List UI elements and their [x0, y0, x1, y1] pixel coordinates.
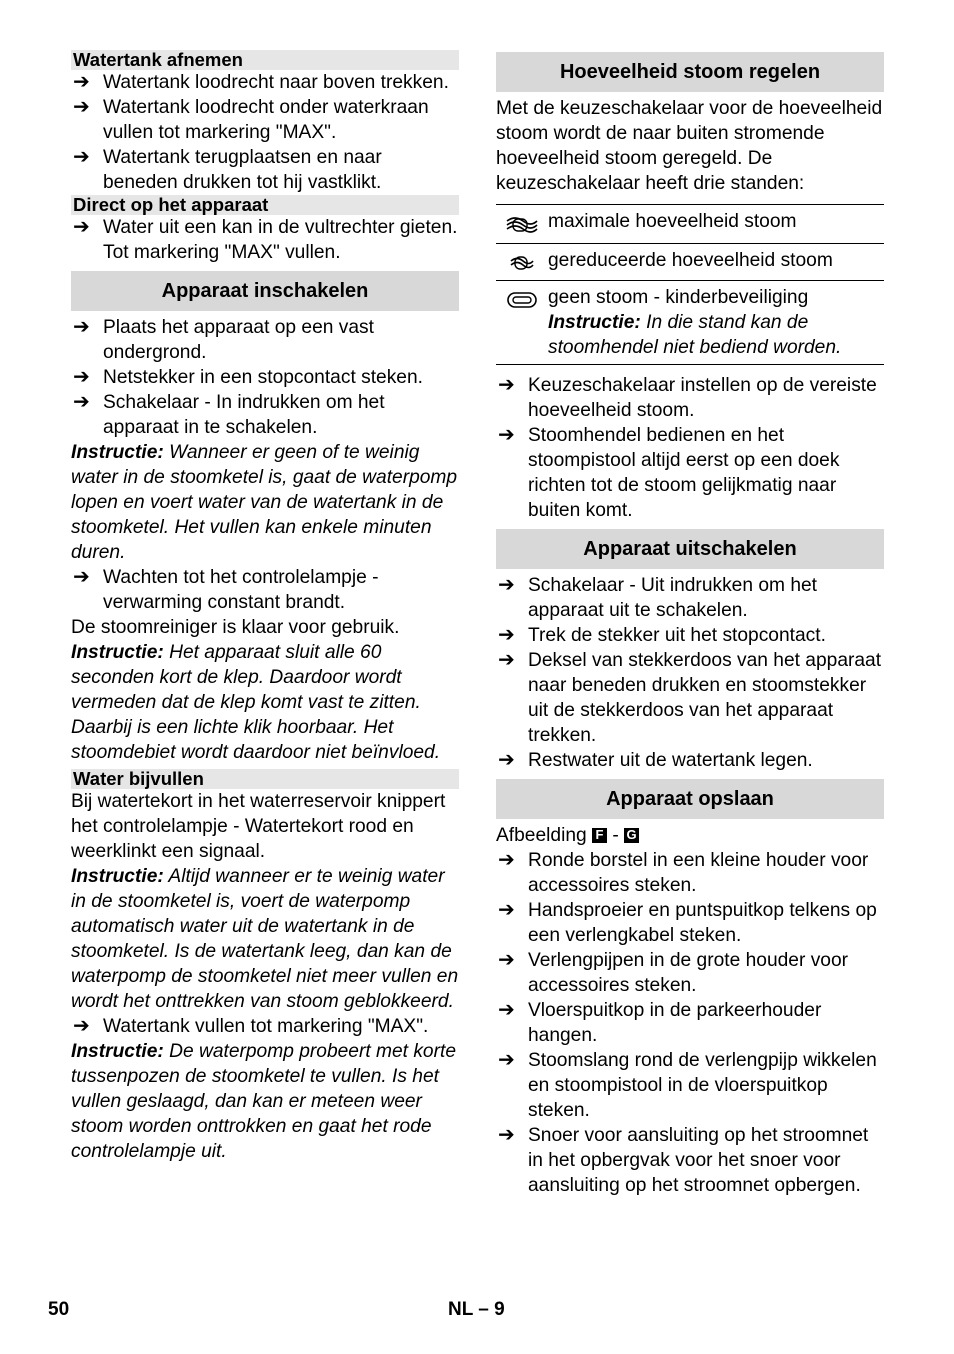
figure-label-g: G	[624, 828, 639, 843]
left-column	[71, 50, 459, 1164]
instruction-note: Instructie: Altijd wanneer er te weinig water in de stoomketel is, voert de waterpomp automatisch water uit de watertank in de stoomketel. Is de watertank leeg, dan kan de waterpomp de stoomketel niet meer vullen en wordt het onttrekken van stoom geblokkeerd.	[71, 866, 459, 1012]
section-heading-stoom-regelen: Hoeveelheid stoom regelen	[496, 52, 884, 92]
arrow-icon: ➔	[73, 391, 90, 413]
arrow-icon: ➔	[498, 574, 515, 596]
arrow-icon: ➔	[498, 374, 515, 396]
language-page-label: NL – 9	[448, 1299, 505, 1320]
arrow-icon: ➔	[498, 749, 515, 771]
instruction-note: Instructie: Het apparaat sluit alle 60 seconden kort de klep. Daardoor wordt vermeden dat de klep komt vast te zitten. Daarbij is een lichte klik hoorbaar. Het stoomdebiet wordt daardoor niet beïnvloed.	[71, 642, 441, 763]
mode-row-no-steam	[496, 281, 884, 364]
step-item: ➔ Keuzeschakelaar instellen op de vereiste hoeveelheid stoom.	[498, 374, 877, 421]
step-item: ➔ Trek de stekker uit het stopcontact.	[498, 624, 826, 646]
step-item: ➔ Watertank vullen tot markering "MAX".	[73, 1015, 429, 1037]
arrow-icon: ➔	[73, 366, 90, 388]
arrow-icon: ➔	[73, 566, 90, 588]
step-item: ➔ Schakelaar - Uit indrukken om het apparaat uit te schakelen.	[498, 574, 818, 621]
mode-row-max	[496, 205, 884, 244]
step-item: ➔ Handsproeier en puntspuitkop telkens op een verlengkabel steken.	[498, 899, 877, 946]
arrow-icon: ➔	[73, 1015, 90, 1037]
reduced-steam-icon	[496, 248, 548, 276]
mode-text: maximale hoeveelheid stoom	[548, 211, 797, 232]
step-item: ➔ Schakelaar - In indrukken om het apparaat in te schakelen.	[73, 391, 385, 438]
mode-text: geen stoom - kinderbeveiliging	[548, 287, 809, 308]
step-item: ➔ Snoer voor aansluiting op het stroomnet in het opbergvak voor het snoer voor aansluiting op het stroomnet opbergen.	[498, 1124, 869, 1196]
arrow-icon: ➔	[498, 949, 515, 971]
step-item: ➔ Watertank loodrecht naar boven trekken.	[73, 71, 449, 93]
step-item: ➔ Stoomhendel bedienen en het stoompistool altijd eerst op een doek richten tot de stoom gelijkmatig naar buiten komt.	[498, 424, 840, 521]
step-item: ➔ Ronde borstel in een kleine houder voor accessoires steken.	[498, 849, 869, 896]
arrow-icon: ➔	[73, 96, 90, 118]
section-heading-uitschakelen: Apparaat uitschakelen	[496, 529, 884, 569]
instruction-note: Instructie: In die stand kan de stoomhendel niet bediend worden.	[548, 312, 842, 358]
step-item: ➔ Stoomslang rond de verlengpijp wikkelen en stoompistool in de vloerspuitkop steken.	[498, 1049, 877, 1121]
arrow-icon: ➔	[498, 1049, 515, 1071]
section-heading-inschakelen: Apparaat inschakelen	[71, 271, 459, 311]
step-item: ➔ Plaats het apparaat op een vast ondergrond.	[73, 316, 374, 363]
instruction-note: Instructie: De waterpomp probeert met korte tussenpozen de stoomketel te vullen. Is het vullen geslaagd, dan kan er meteen weer stoom worden onttrokken en gaat het rode controlelampje uit.	[71, 1041, 456, 1162]
step-item: ➔ Wachten tot het controlelampje - verwarming constant brandt.	[73, 566, 379, 613]
watertekort-text: Bij watertekort in het waterreservoir knippert het controlelampje - Watertekort rood en weerklinkt een signaal.	[71, 791, 446, 862]
step-item: ➔ Watertank terugplaatsen en naar beneden drukken tot hij vastklikt.	[73, 146, 382, 193]
keuzeschakelaar-text: Met de keuzeschakelaar voor de hoeveelheid stoom wordt de naar buiten stromende hoeveelheid stoom geregeld. De keuzeschakelaar heeft drie standen:	[496, 98, 883, 194]
subheading-watertank-afnemen: Watertank afnemen	[71, 50, 459, 70]
arrow-icon: ➔	[498, 1124, 515, 1146]
step-item: ➔ Restwater uit de watertank legen.	[498, 749, 813, 771]
arrow-icon: ➔	[498, 899, 515, 921]
arrow-icon: ➔	[498, 424, 515, 446]
arrow-icon: ➔	[498, 999, 515, 1021]
figure-label-f: F	[592, 828, 607, 843]
step-item: ➔ Water uit een kan in de vultrechter gieten. Tot markering "MAX" vullen.	[73, 216, 458, 263]
arrow-icon: ➔	[73, 146, 90, 168]
arrow-icon: ➔	[498, 649, 515, 671]
page-number: 50	[48, 1299, 70, 1320]
mode-row-reduced	[496, 244, 884, 281]
step-item: ➔ Vloerspuitkop in de parkeerhouder hangen.	[498, 999, 822, 1046]
subheading-water-bijvullen: Water bijvullen	[71, 769, 459, 789]
no-steam-icon	[496, 285, 548, 360]
step-item: ➔ Verlengpijpen in de grote houder voor accessoires steken.	[498, 949, 849, 996]
arrow-icon: ➔	[498, 624, 515, 646]
mode-text: gereduceerde hoeveelheid stoom	[548, 250, 833, 271]
arrow-icon: ➔	[498, 849, 515, 871]
max-steam-icon	[496, 209, 548, 239]
section-heading-opslaan: Apparaat opslaan	[496, 779, 884, 819]
arrow-icon: ➔	[73, 216, 90, 238]
step-item: ➔ Deksel van stekkerdoos van het apparaat naar beneden drukken en stoomstekker uit de stekkerdoos van het apparaat trekken.	[498, 649, 882, 746]
ready-text: De stoomreiniger is klaar voor gebruik.	[71, 617, 400, 638]
figure-reference: Afbeelding F - G	[496, 823, 884, 848]
step-item: ➔ Watertank loodrecht onder waterkraan vullen tot markering "MAX".	[73, 96, 429, 143]
step-item: ➔ Netstekker in een stopcontact steken.	[73, 366, 423, 388]
arrow-icon: ➔	[73, 316, 90, 338]
instruction-note: Instructie: Wanneer er geen of te weinig water in de stoomketel is, gaat de waterpomp lopen en voert water van de watertank in de stoomketel. Het vullen kan enkele minuten duren.	[71, 442, 458, 563]
steam-mode-table	[496, 204, 884, 365]
right-column	[496, 52, 884, 1198]
subheading-direct-op-apparaat: Direct op het apparaat	[71, 195, 459, 215]
arrow-icon: ➔	[73, 71, 90, 93]
